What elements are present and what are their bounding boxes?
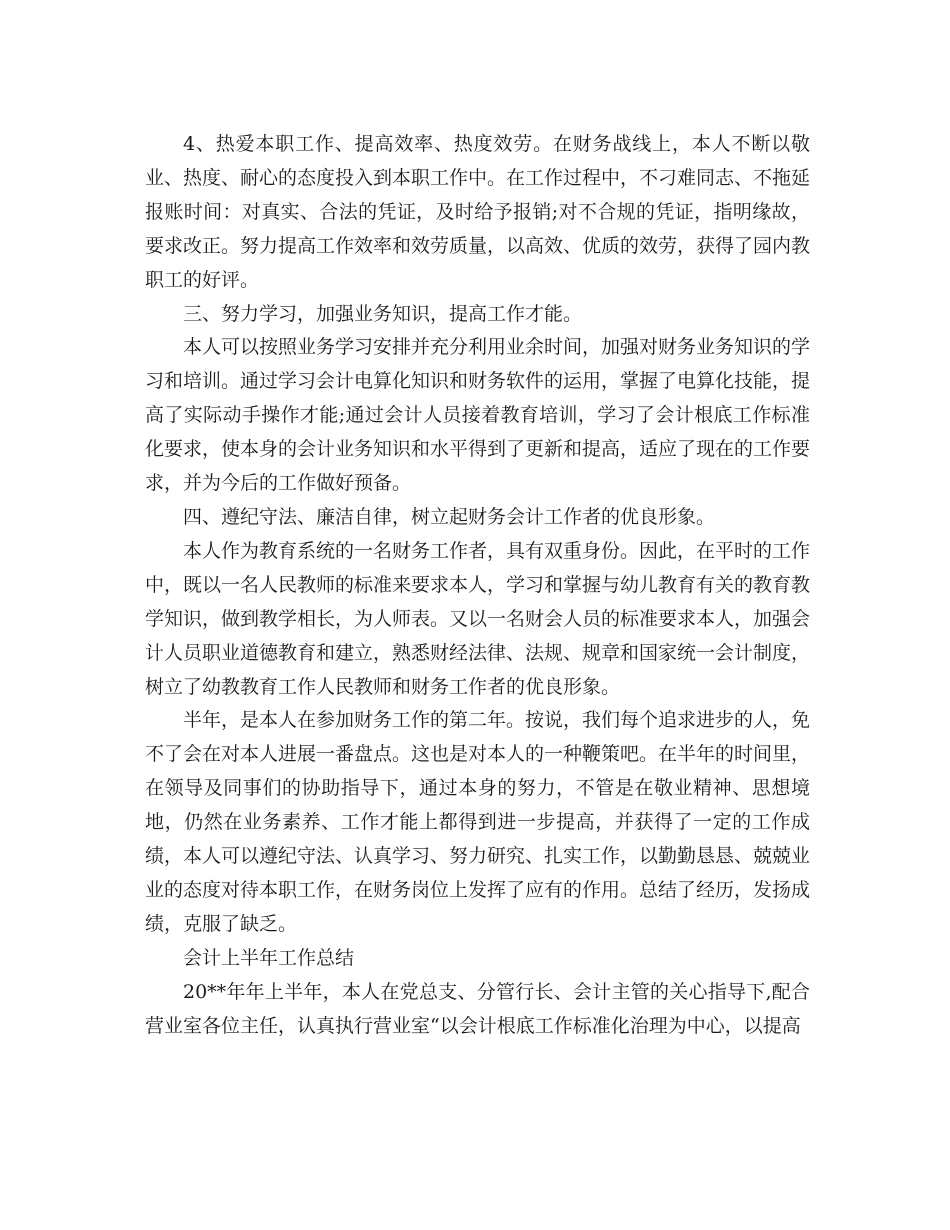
section-heading-study: 三、努力学习，加强业务知识，提高工作才能。 [183, 302, 583, 325]
section-heading-accounting-summary: 会计上半年工作总结 [183, 946, 355, 969]
document-body [145, 128, 810, 1043]
paragraph-study: 本人可以按照业务学习安排并充分利用业余时间，加强对财务业务知识的学习和培训。通过学习会计电算化知识和财务软件的运用，掌握了电算化技能，提高了实际动手操作才能;通过会计人员接着教育培训，学习了会计根底工作标准化要求，使本身的会计业务知识和水平得到了更新和提高，适应了现在的工作要求，并为今后的工作做好预备。 [145, 336, 811, 495]
section-heading-discipline: 四、遵纪守法、廉洁自律，树立起财务会计工作者的优良形象。 [183, 505, 716, 528]
paragraph-work-attitude: 4、热爱本职工作、提高效率、热度效劳。在财务战线上，本人不断以敬业、热度、耐心的态度投入到本职工作中。在工作过程中，不刁难同志、不拖延报账时间：对真实、合法的凭证，及时给予报销;对不合规的凭证，指明缘故，要求改正。努力提高工作效率和效劳质量，以高效、优质的效劳，获得了园内教职工的好评。 [145, 133, 811, 291]
paragraph-half-year-summary: 半年，是本人在参加财务工作的第二年。按说，我们每个追求进步的人，免不了会在对本人进展一番盘点。这也是对本人的一种鞭策吧。在半年的时间里，在领导及同事们的协助指导下，通过本身的努力，不管是在敬业精神、思想境地，仍然在业务素养、工作才能上都得到进一步提高，并获得了一定的工作成绩，本人可以遵纪守法、认真学习、努力研究、扎实工作，以勤勤恳恳、兢兢业业的态度对待本职工作，在财务岗位上发挥了应有的作用。总结了经历，发扬成绩，克服了缺乏。 [145, 709, 811, 935]
paragraph-discipline: 本人作为教育系统的一名财务工作者，具有双重身份。因此，在平时的工作中，既以一名人民教师的标准来要求本人，学习和掌握与幼儿教育有关的教育教学知识，做到教学相长，为人师表。又以一名财会人员的标准要求本人，加强会计人员职业道德教育和建立，熟悉财经法律、法规、规章和国家统一会计制度，树立了幼教教育工作人民教师和财务工作者的优良形象。 [145, 539, 811, 698]
paragraph-accounting-summary: 20**年年上半年，本人在党总支、分管行长、会计主管的关心指导下,配合营业室各位主任，认真执行营业室“以会计根底工作标准化治理为中心，以提高 [145, 980, 810, 1037]
